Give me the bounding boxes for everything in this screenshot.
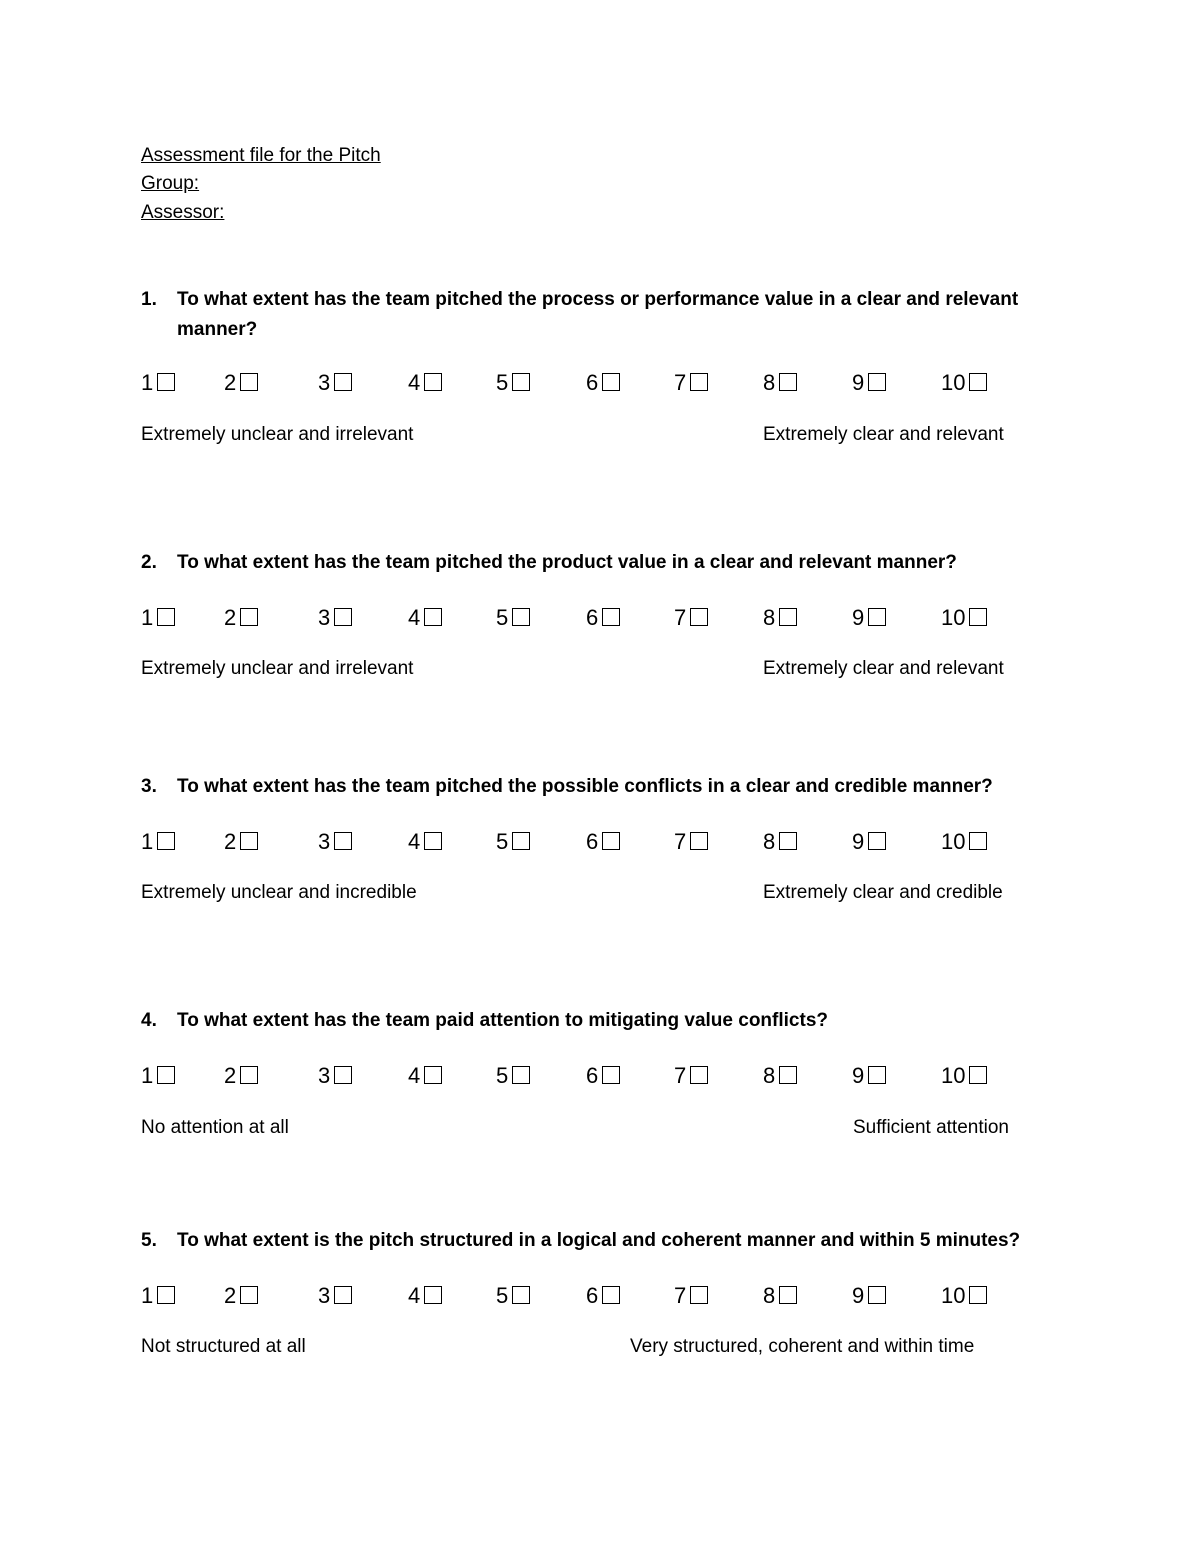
rating-option-6 (586, 1063, 620, 1089)
rating-option-label: 7 (674, 1283, 687, 1308)
rating-option-label: 8 (763, 1283, 776, 1308)
rating-option-6 (586, 370, 620, 396)
rating-option-9 (852, 1063, 886, 1089)
rating-option-label: 7 (674, 1063, 687, 1088)
rating-option-2 (224, 1063, 258, 1089)
rating-option-label: 2 (224, 829, 237, 854)
rating-option-4 (408, 1283, 442, 1309)
rating-checkbox[interactable] (512, 373, 530, 391)
rating-option-3 (318, 829, 352, 855)
rating-checkbox[interactable] (690, 1066, 708, 1084)
rating-scale (141, 370, 1041, 396)
rating-checkbox[interactable] (602, 1286, 620, 1304)
question-text: To what extent is the pitch structured in a logical and coherent manner and within 5 minutes? (177, 1230, 1021, 1251)
rating-checkbox[interactable] (334, 1066, 352, 1084)
rating-option-label: 4 (408, 605, 421, 630)
rating-checkbox[interactable] (334, 1286, 352, 1304)
rating-option-3 (318, 1063, 352, 1089)
rating-checkbox[interactable] (868, 1286, 886, 1304)
rating-option-label: 10 (941, 370, 966, 395)
rating-option-8 (763, 829, 797, 855)
rating-checkbox[interactable] (512, 1066, 530, 1084)
rating-option-2 (224, 829, 258, 855)
rating-option-10 (941, 605, 987, 631)
rating-checkbox[interactable] (779, 1286, 797, 1304)
rating-option-1 (141, 1063, 175, 1089)
scale-low-anchor: Extremely unclear and irrelevant (141, 658, 414, 679)
rating-option-label: 1 (141, 829, 154, 854)
rating-option-9 (852, 370, 886, 396)
rating-checkbox[interactable] (602, 1066, 620, 1084)
rating-option-label: 3 (318, 829, 331, 854)
rating-option-8 (763, 1283, 797, 1309)
rating-option-label: 5 (496, 605, 509, 630)
rating-option-10 (941, 1283, 987, 1309)
rating-option-label: 10 (941, 605, 966, 630)
question-number: 2. (141, 552, 157, 573)
rating-option-7 (674, 1283, 708, 1309)
rating-checkbox[interactable] (969, 1286, 987, 1304)
rating-option-label: 3 (318, 605, 331, 630)
rating-option-label: 6 (586, 829, 599, 854)
rating-option-label: 1 (141, 370, 154, 395)
scale-high-anchor: Extremely clear and relevant (763, 424, 1004, 445)
rating-option-label: 3 (318, 370, 331, 395)
scale-low-anchor: Extremely unclear and irrelevant (141, 424, 414, 445)
rating-checkbox[interactable] (690, 1286, 708, 1304)
rating-checkbox[interactable] (157, 608, 175, 626)
rating-scale (141, 1063, 1041, 1089)
rating-checkbox[interactable] (969, 608, 987, 626)
rating-option-8 (763, 370, 797, 396)
rating-option-label: 7 (674, 829, 687, 854)
rating-option-label: 8 (763, 1063, 776, 1088)
rating-option-label: 6 (586, 605, 599, 630)
rating-checkbox[interactable] (690, 373, 708, 391)
rating-option-5 (496, 605, 530, 631)
rating-option-label: 7 (674, 605, 687, 630)
rating-option-2 (224, 605, 258, 631)
rating-option-6 (586, 829, 620, 855)
scale-low-anchor: Not structured at all (141, 1336, 306, 1357)
rating-checkbox[interactable] (690, 832, 708, 850)
rating-checkbox[interactable] (240, 1286, 258, 1304)
rating-option-label: 8 (763, 370, 776, 395)
rating-option-label: 7 (674, 370, 687, 395)
rating-option-label: 9 (852, 1063, 865, 1088)
rating-option-label: 5 (496, 370, 509, 395)
scale-low-anchor: Extremely unclear and incredible (141, 882, 417, 903)
rating-checkbox[interactable] (240, 1066, 258, 1084)
rating-option-1 (141, 829, 175, 855)
rating-checkbox[interactable] (868, 373, 886, 391)
scale-high-anchor: Extremely clear and credible (763, 882, 1003, 903)
rating-checkbox[interactable] (512, 1286, 530, 1304)
rating-option-9 (852, 829, 886, 855)
rating-option-2 (224, 1283, 258, 1309)
rating-checkbox[interactable] (969, 373, 987, 391)
rating-option-label: 2 (224, 1063, 237, 1088)
rating-checkbox[interactable] (157, 1066, 175, 1084)
scale-low-anchor: No attention at all (141, 1117, 289, 1138)
rating-option-label: 1 (141, 1283, 154, 1308)
rating-option-label: 8 (763, 829, 776, 854)
rating-option-10 (941, 829, 987, 855)
rating-option-8 (763, 1063, 797, 1089)
rating-checkbox[interactable] (779, 373, 797, 391)
assessor-label: Assessor: (141, 202, 225, 223)
rating-option-4 (408, 605, 442, 631)
rating-checkbox[interactable] (512, 608, 530, 626)
rating-option-label: 2 (224, 605, 237, 630)
rating-option-label: 1 (141, 1063, 154, 1088)
question-number: 1. (141, 289, 157, 310)
rating-option-label: 6 (586, 1063, 599, 1088)
rating-option-5 (496, 829, 530, 855)
rating-option-8 (763, 605, 797, 631)
rating-option-label: 10 (941, 1283, 966, 1308)
rating-checkbox[interactable] (334, 373, 352, 391)
rating-option-label: 3 (318, 1063, 331, 1088)
rating-option-7 (674, 370, 708, 396)
rating-option-3 (318, 1283, 352, 1309)
rating-checkbox[interactable] (334, 608, 352, 626)
rating-checkbox[interactable] (868, 832, 886, 850)
question-text: To what extent has the team pitched the process or performance value in a clear and relevant manner? (177, 289, 1019, 340)
rating-option-label: 10 (941, 829, 966, 854)
question-3 (141, 772, 1041, 802)
rating-checkbox[interactable] (157, 832, 175, 850)
rating-option-label: 4 (408, 829, 421, 854)
question-1 (141, 285, 1041, 345)
rating-checkbox[interactable] (779, 1066, 797, 1084)
rating-option-1 (141, 1283, 175, 1309)
rating-option-label: 4 (408, 1063, 421, 1088)
rating-option-label: 9 (852, 370, 865, 395)
rating-option-label: 10 (941, 1063, 966, 1088)
question-4 (141, 1006, 1041, 1036)
rating-checkbox[interactable] (424, 1286, 442, 1304)
rating-scale (141, 605, 1041, 631)
rating-checkbox[interactable] (424, 373, 442, 391)
rating-checkbox[interactable] (868, 608, 886, 626)
rating-checkbox[interactable] (334, 832, 352, 850)
question-number: 3. (141, 776, 157, 797)
rating-option-4 (408, 829, 442, 855)
rating-checkbox[interactable] (157, 373, 175, 391)
rating-option-label: 3 (318, 1283, 331, 1308)
rating-checkbox[interactable] (424, 608, 442, 626)
question-text: To what extent has the team paid attention to mitigating value conflicts? (177, 1010, 828, 1031)
rating-checkbox[interactable] (424, 832, 442, 850)
rating-option-label: 8 (763, 605, 776, 630)
rating-option-label: 9 (852, 1283, 865, 1308)
rating-option-5 (496, 1063, 530, 1089)
scale-high-anchor: Extremely clear and relevant (763, 658, 1004, 679)
rating-option-label: 1 (141, 605, 154, 630)
page-title: Assessment file for the Pitch (141, 145, 381, 166)
rating-option-label: 2 (224, 1283, 237, 1308)
rating-option-7 (674, 829, 708, 855)
rating-option-3 (318, 605, 352, 631)
rating-checkbox[interactable] (779, 832, 797, 850)
rating-checkbox[interactable] (240, 832, 258, 850)
question-2 (141, 548, 1041, 578)
scale-high-anchor: Sufficient attention (853, 1117, 1009, 1138)
rating-option-5 (496, 370, 530, 396)
rating-option-label: 5 (496, 1063, 509, 1088)
rating-scale (141, 829, 1041, 855)
rating-option-label: 4 (408, 1283, 421, 1308)
rating-option-9 (852, 1283, 886, 1309)
rating-option-label: 4 (408, 370, 421, 395)
rating-checkbox[interactable] (512, 832, 530, 850)
rating-checkbox[interactable] (969, 832, 987, 850)
rating-option-10 (941, 1063, 987, 1089)
rating-checkbox[interactable] (690, 608, 708, 626)
rating-checkbox[interactable] (424, 1066, 442, 1084)
rating-checkbox[interactable] (779, 608, 797, 626)
rating-checkbox[interactable] (602, 608, 620, 626)
rating-option-label: 9 (852, 605, 865, 630)
rating-checkbox[interactable] (240, 373, 258, 391)
question-5 (141, 1226, 1041, 1256)
rating-option-label: 5 (496, 829, 509, 854)
rating-option-label: 2 (224, 370, 237, 395)
rating-scale (141, 1283, 1041, 1309)
rating-option-4 (408, 370, 442, 396)
question-text: To what extent has the team pitched the product value in a clear and relevant manner? (177, 552, 957, 573)
rating-option-label: 9 (852, 829, 865, 854)
rating-option-5 (496, 1283, 530, 1309)
rating-option-10 (941, 370, 987, 396)
rating-option-3 (318, 370, 352, 396)
rating-option-9 (852, 605, 886, 631)
rating-checkbox[interactable] (157, 1286, 175, 1304)
question-text: To what extent has the team pitched the possible conflicts in a clear and credible manner? (177, 776, 993, 797)
rating-option-label: 5 (496, 1283, 509, 1308)
question-number: 5. (141, 1230, 157, 1251)
rating-option-1 (141, 605, 175, 631)
rating-checkbox[interactable] (868, 1066, 886, 1084)
rating-option-2 (224, 370, 258, 396)
rating-checkbox[interactable] (969, 1066, 987, 1084)
question-number: 4. (141, 1010, 157, 1031)
rating-checkbox[interactable] (240, 608, 258, 626)
rating-option-1 (141, 370, 175, 396)
rating-option-6 (586, 605, 620, 631)
rating-option-label: 6 (586, 1283, 599, 1308)
group-label: Group: (141, 173, 200, 194)
rating-checkbox[interactable] (602, 373, 620, 391)
rating-checkbox[interactable] (602, 832, 620, 850)
rating-option-label: 6 (586, 370, 599, 395)
rating-option-7 (674, 1063, 708, 1089)
rating-option-4 (408, 1063, 442, 1089)
rating-option-6 (586, 1283, 620, 1309)
scale-high-anchor: Very structured, coherent and within time (630, 1336, 975, 1357)
rating-option-7 (674, 605, 708, 631)
